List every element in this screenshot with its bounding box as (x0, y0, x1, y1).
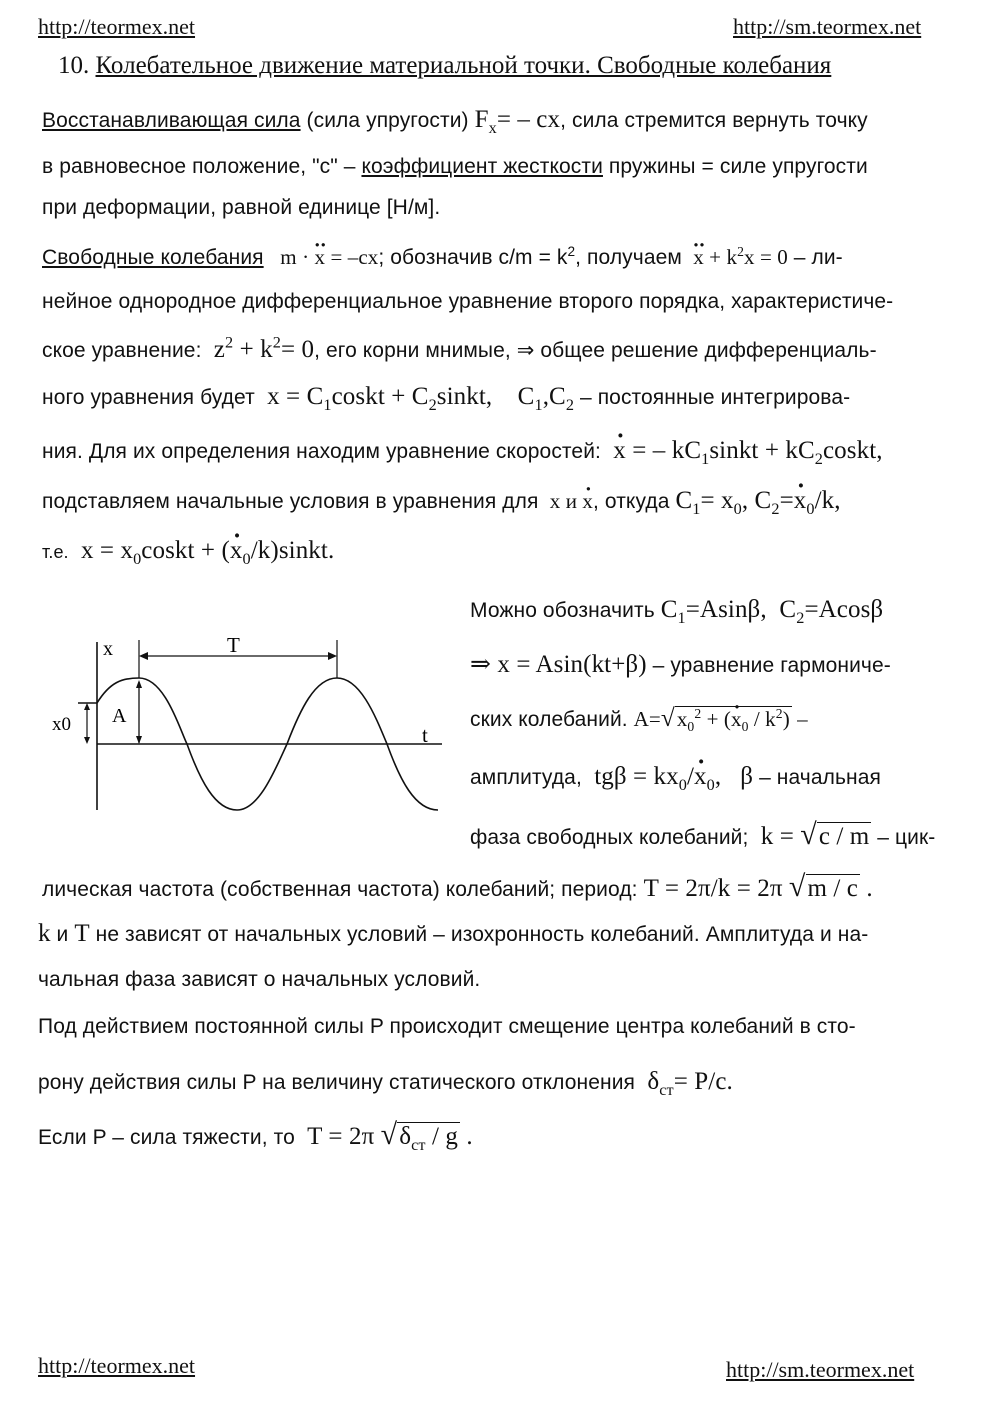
para2-text3: – ли- (793, 246, 843, 269)
para2-line1: Свободные колебания m · x ·· = –cx; обозначив $c/m = k^2$, получаем x ·· + $k^2x = 0 - ли-$ (42, 245, 843, 270)
formula-velocity: x · = – $kC_1sinkt$ + $kC_2coskt$, (607, 437, 883, 464)
para2-line6a: подставляем начальные условия в уравнения для (42, 490, 539, 513)
para1-text2: , сила стремится вернуть точку (560, 109, 868, 132)
para3-line6a: Если P – сила тяжести, то (38, 1126, 295, 1149)
formula-static-deflection: $\delta_{ст}= P/c$. (640, 1068, 733, 1099)
para3-line5a: рону действия силы P на величину статического отклонения (38, 1071, 636, 1094)
formula-char-eq: $z^2 + k^2= 0$ (207, 333, 315, 363)
amplitude-label: A (112, 705, 127, 727)
formula-period: T = 2π/k = 2π √m / c . (643, 870, 873, 903)
para2-text1: ; обозначив c/m = k (378, 246, 568, 269)
formula-diffeq: x ·· + $k^2x = 0$ (688, 245, 788, 269)
term-free-oscillations: Свободные колебания (42, 246, 264, 269)
para2-line7 (42, 537, 335, 568)
para1-line2a: в равновесное положение, "c" – (42, 155, 356, 178)
right-line4 (470, 763, 881, 794)
right-line4a: амплитуда, (470, 766, 582, 789)
para3-line4: Под действием постоянной силы P происходит смещение центра колебаний в сто- (38, 1015, 856, 1038)
footer-left-link[interactable]: http://teormex.net (38, 1353, 196, 1378)
footer-right-link[interactable]: http://sm.teormex.net (726, 1357, 915, 1382)
para2-line3a: ское уравнение: (42, 339, 202, 362)
period-label: T (227, 633, 240, 657)
para3-line5 (38, 1068, 733, 1099)
para1-line2b: пружины = силе упругости (608, 155, 868, 178)
formula-particular: $x = x_0coskt + (x$ $\cdot_0/k)sinkt$. (75, 537, 335, 564)
para2-line3b: , его корни мнимые, ⇒ общее решение дифференциаль- (314, 339, 877, 362)
right-line3 (470, 705, 808, 733)
para1-line1 (42, 106, 868, 137)
formula-fx: $F_x=$ – cx (474, 106, 561, 137)
para2-line5a: ния. Для их определения находим уравнение скоростей: (42, 440, 601, 463)
formula-harmonic: ⇒ x = Asin(kt+β) (470, 651, 647, 678)
para2-line6b: , откуда (593, 490, 670, 513)
oscillation-graph (40, 620, 460, 850)
formula-amplitude: $A=√x_0^2 + (x \cdot_0 / k^2)$ – (634, 707, 808, 731)
para3-line6 (38, 1118, 473, 1152)
header-left-link[interactable]: http://teormex.net (38, 14, 196, 39)
para2-line2: нейное однородное дифференциальное уравнение второго порядка, характеристиче- (42, 290, 894, 313)
title-text: Колебательное движение материальной точки. Свободные колебания (95, 52, 832, 79)
term-stiffness: коэффициент жесткости (361, 155, 603, 178)
right-line1a: Можно обозначить (470, 599, 655, 622)
header-right-link[interactable]: http://sm.teormex.net (733, 14, 922, 39)
para3-line2: k и T не зависят от начальных условий – изохронность колебаний. Амплитуда и на- (38, 920, 869, 947)
right-line2 (470, 649, 891, 679)
formula-general-solution: $x = C_1coskt$ + $C_2sinkt$, $C_1,C_2$ (260, 383, 575, 414)
x-axis-label: x (103, 638, 113, 660)
para1-text: (сила упругости) (306, 109, 469, 132)
para2-line3 (42, 333, 877, 364)
para3-line1 (42, 870, 873, 904)
right-line3a: ских колебаний. (470, 708, 628, 731)
para2-line6: подставляем начальные условия в уравнения для x и x ·, откуда $C_1= x_0$, $C_2=x \cdot_0/k$, (42, 487, 841, 515)
title-number: 10. (58, 52, 90, 79)
formula-eq-motion: m · x ·· = –cx (270, 245, 379, 269)
para2-text2: , получаем (575, 246, 682, 269)
para2-line4b: – постоянные интегрирова- (579, 386, 851, 409)
para2-line4a: ного уравнения будет (42, 386, 255, 409)
para3-line3: чальная фаза зависят о начальных условий. (38, 968, 481, 991)
right-line2b: – уравнение гармониче- (652, 654, 891, 677)
para1-line2 (42, 155, 868, 179)
para2-line5 (42, 437, 883, 468)
formula-gravity-period: T = 2π $√\delta_{ст}$ / g . (300, 1118, 473, 1154)
formula-c-constants: $C_1=Asin\beta$, $C_2=Acos\beta$ (660, 596, 884, 627)
right-line5a: фаза свободных колебаний; (470, 826, 749, 849)
para2-line7a: т.е. (42, 542, 69, 562)
para3-line1a: лическая частота (собственная частота) колебаний; период: (42, 878, 638, 901)
right-line5 (470, 818, 935, 852)
t-axis-label: t (422, 723, 428, 747)
formula-constants: $C_1= x_0$, $C_2=x \cdot_0/k$, (675, 487, 840, 514)
term-restoring-force: Восстанавливающая сила (42, 109, 301, 132)
right-line5b: – цик- (877, 826, 936, 849)
formula-frequency: k = √c / m (754, 818, 870, 851)
page-title (58, 52, 831, 80)
symbol-k-t: k (38, 920, 51, 947)
para2-line4 (42, 383, 851, 414)
formula-phase: $tg\beta = kx_0/x \cdot_0$, β (588, 763, 753, 790)
right-line4b: – начальная (759, 766, 881, 789)
right-line1 (470, 596, 884, 627)
para1-line3: при деформации, равной единице [Н/м]. (42, 196, 441, 219)
para3-line2-text: не зависят от начальных условий – изохронность колебаний. Амплитуда и на- (95, 923, 869, 946)
x0-label: x0 (52, 714, 71, 735)
